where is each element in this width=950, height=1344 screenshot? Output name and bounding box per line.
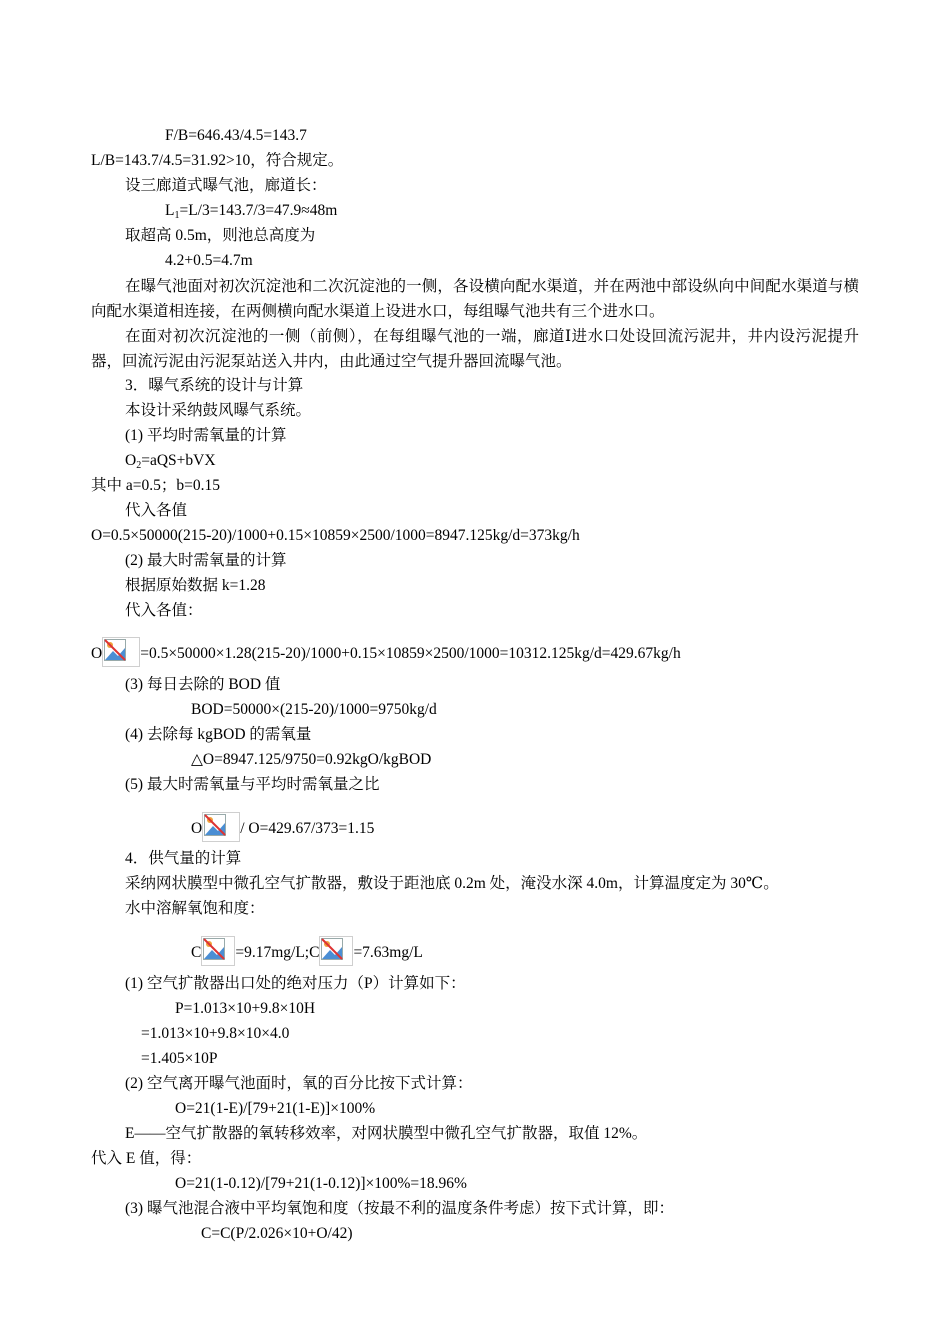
text-line: (4) 去除每 kgBOD 的需氧量	[125, 726, 312, 743]
text-line: 采纳网状膜型中微孔空气扩散器，敷设于距池底 0.2m 处，淹没水深 4.0m，计算温度定为 30℃。	[125, 875, 779, 892]
text-line: (3) 曝气池混合液中平均氧饱和度（按最不利的温度条件考虑）按下式计算，即：	[125, 1200, 674, 1217]
formula-line: C=C(P/2.026×10+O/42)	[201, 1225, 353, 1242]
broken-image-icon	[202, 812, 240, 842]
text-line: 代入各值	[125, 502, 188, 519]
text-line: F/B=646.43/4.5=143.7	[165, 127, 307, 144]
formula-text: L	[165, 202, 175, 219]
text-line: 代入 E 值，得：	[91, 1150, 202, 1167]
broken-image-icon	[201, 936, 235, 966]
formula-text: O	[125, 452, 137, 469]
broken-image-icon	[102, 637, 140, 667]
formula-text: O	[191, 820, 203, 837]
formula-line	[91, 637, 681, 667]
text-line: 取超高 0.5m，则池总高度为	[125, 227, 316, 244]
formula-text: O	[91, 645, 103, 662]
text-line: 本设计采纳鼓风曝气系统。	[125, 402, 312, 419]
text-line: (5) 最大时需氧量与平均时需氧量之比	[125, 776, 380, 793]
formula-line: P=1.013×10+9.8×10H	[175, 1000, 316, 1017]
formula-line: △O=8947.125/9750=0.92kgO/kgBOD	[191, 751, 432, 768]
formula-text: =7.63mg/L	[353, 944, 423, 961]
text-line: 其中 a=0.5；b=0.15	[91, 477, 220, 494]
formula-text: =aQS+bVX	[141, 452, 216, 469]
formula-text: / O=429.67/373=1.15	[240, 820, 375, 837]
text-line: 水中溶解氧饱和度：	[125, 900, 265, 917]
subscript: 1	[174, 210, 180, 221]
formula-line: O=0.5×50000(215-20)/1000+0.15×10859×2500/1000=8947.125kg/d=373kg/h	[91, 527, 580, 544]
broken-image-icon	[319, 936, 353, 966]
formula-line	[165, 201, 337, 226]
formula-text: C	[191, 944, 202, 961]
text-line: 代入各值：	[125, 602, 203, 619]
paragraph: 在面对初次沉淀池的一侧（前侧），在每组曝气池的一端，廊道Ⅰ进水口处设回流污泥井，井内设污泥提升器，回流污泥由污泥泵站送入井内，由此通过空气提升器回流曝气池。	[91, 328, 859, 370]
formula-line	[191, 812, 374, 842]
formula-text: =L/3=143.7/3=47.9≈48m	[179, 202, 338, 219]
text-line: (2) 空气离开曝气池面时，氧的百分比按下式计算：	[125, 1075, 473, 1092]
text-line: (1) 空气扩散器出口处的绝对压力（P）计算如下：	[125, 975, 466, 992]
text-line: 4.2+0.5=4.7m	[165, 252, 253, 269]
formula-text: =9.17mg/L;C	[235, 944, 320, 961]
formula-line	[191, 936, 423, 966]
formula-line	[125, 451, 216, 476]
text-line: (1) 平均时需氧量的计算	[125, 427, 287, 444]
formula-text: =0.5×50000×1.28(215-20)/1000+0.15×10859×2500/1000=10312.125kg/d=429.67kg/h	[140, 645, 681, 662]
section-heading: 4．供气量的计算	[125, 850, 242, 867]
text-line: 根据原始数据 k=1.28	[125, 577, 266, 594]
text-line: 设三廊道式曝气池，廊道长：	[125, 177, 327, 194]
text-line: (2) 最大时需氧量的计算	[125, 552, 287, 569]
formula-line: BOD=50000×(215-20)/1000=9750kg/d	[191, 701, 437, 718]
subscript: 2	[136, 460, 142, 471]
formula-line: O=21(1-0.12)/[79+21(1-0.12)]×100%=18.96%	[175, 1175, 467, 1192]
formula-line: =1.013×10+9.8×10×4.0	[141, 1025, 290, 1042]
text-line: E——空气扩散器的氧转移效率，对网状膜型中微孔空气扩散器，取值 12%。	[125, 1125, 648, 1142]
paragraph: 在曝气池面对初次沉淀池和二次沉淀池的一侧，各设横向配水渠道，并在两池中部设纵向中间配水渠道与横向配水渠道相连接，在两侧横向配水渠道上设进水口，每组曝气池共有三个进水口。	[91, 278, 859, 320]
formula-line: =1.405×10P	[141, 1050, 218, 1067]
section-heading: 3．曝气系统的设计与计算	[125, 377, 304, 394]
text-line: (3) 每日去除的 BOD 值	[125, 676, 281, 693]
text-line: L/B=143.7/4.5=31.92>10，符合规定。	[91, 152, 344, 169]
formula-line: O=21(1-E)/[79+21(1-E)]×100%	[175, 1100, 376, 1117]
